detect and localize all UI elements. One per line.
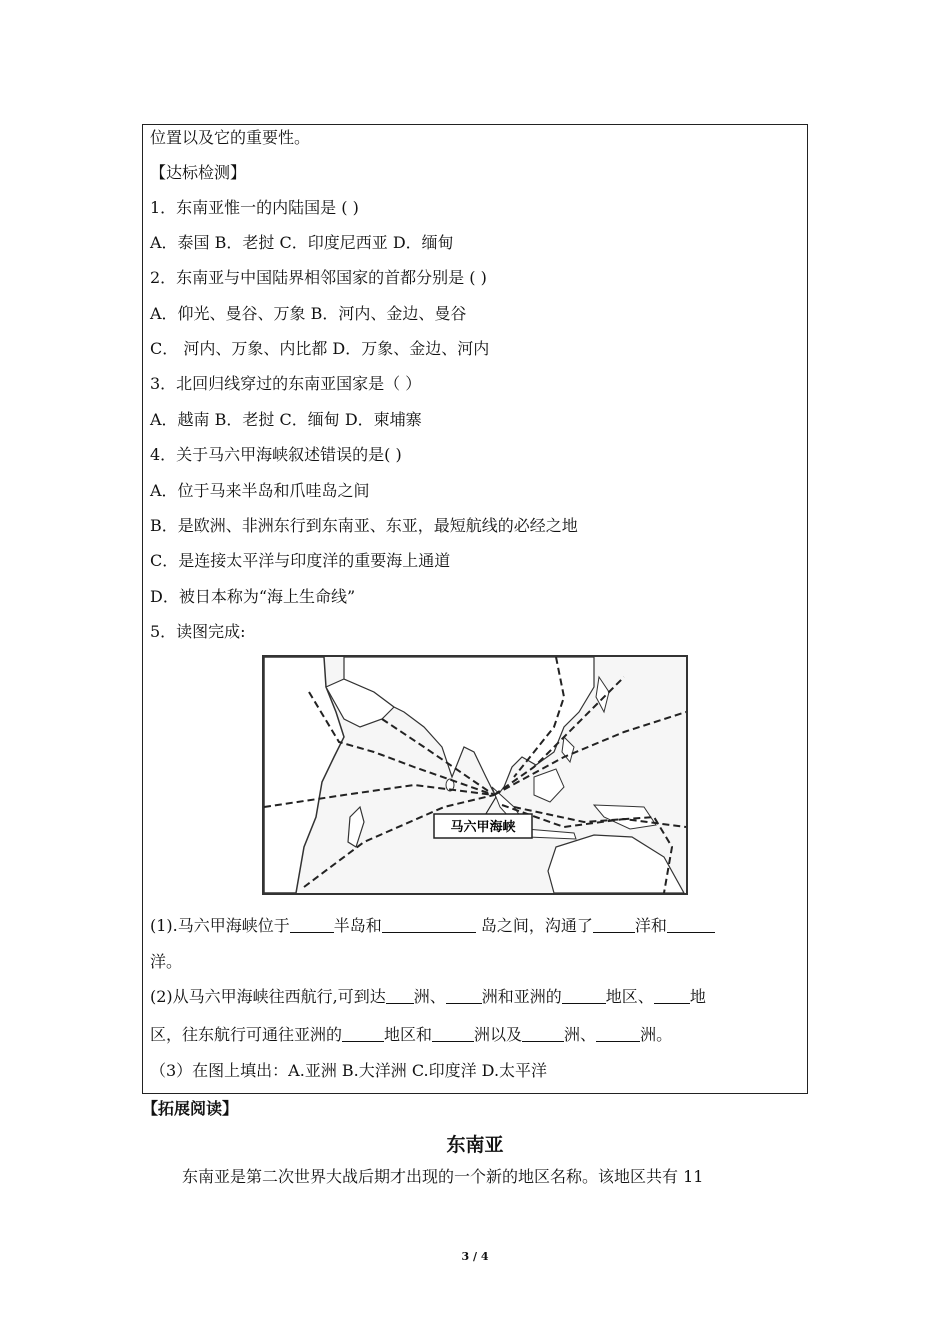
fill-2-part-b: 洲、 — [413, 987, 446, 1006]
fill-2-part-d: 地区、 — [605, 987, 654, 1006]
question-5: 5．读图完成: — [150, 622, 246, 641]
blank[interactable] — [562, 987, 606, 1004]
fill-question-1 — [150, 916, 715, 936]
article-title: 东南亚 — [446, 1134, 504, 1156]
blank[interactable] — [342, 1025, 384, 1042]
blank[interactable] — [654, 987, 690, 1004]
blank[interactable] — [593, 916, 635, 933]
blank[interactable] — [382, 916, 476, 933]
fill-question-2 — [150, 987, 706, 1007]
fill-1-part-a: (1).马六甲海峡位于 — [150, 916, 290, 935]
blank[interactable] — [522, 1025, 564, 1042]
fill-2-part-h: 洲以及 — [474, 1025, 523, 1044]
fill-2-part-g: 地区和 — [384, 1025, 433, 1044]
japan-island — [596, 677, 609, 712]
fill-2-part-a: (2)从马六甲海峡往西航行,可到达 — [150, 987, 386, 1006]
question-3: 3．北回归线穿过的东南亚国家是（ ） — [150, 374, 422, 393]
question-2-options-ab: A．仰光、曼谷、万象 B．河内、金边、曼谷 — [150, 304, 467, 323]
page-number: 3 / 4 — [461, 1250, 489, 1263]
strait-label: 马六甲海峡 — [450, 820, 516, 835]
blank[interactable] — [386, 987, 414, 1004]
fill-question-2-cont — [150, 1025, 672, 1045]
fill-2-part-f: 区，往东航行可通往亚洲的 — [150, 1025, 343, 1044]
blank[interactable] — [446, 987, 482, 1004]
question-1-options: A．泰国 B．老挝 C．印度尼西亚 D．缅甸 — [150, 233, 454, 252]
question-1: 1．东南亚惟一的内陆国是 ( ) — [150, 198, 359, 217]
philippines-island — [562, 737, 574, 762]
fill-2-part-i: 洲、 — [564, 1025, 597, 1044]
extended-reading-heading: 【拓展阅读】 — [142, 1099, 239, 1118]
fill-question-1-end: 洋。 — [150, 952, 183, 971]
blank[interactable] — [596, 1025, 640, 1042]
australia-landmass — [548, 835, 684, 893]
blank[interactable] — [667, 916, 715, 933]
fill-2-part-j: 洲。 — [640, 1025, 673, 1044]
question-4-option-a: A．位于马来半岛和爪哇岛之间 — [150, 481, 370, 500]
question-3-options: A．越南 B．老挝 C．缅甸 D．柬埔寨 — [150, 410, 422, 429]
question-4-option-d: D．被日本称为“海上生命线” — [150, 587, 356, 606]
fill-1-part-c: 岛之间，沟通了 — [475, 916, 593, 935]
borneo-island — [534, 769, 564, 802]
malacca-strait-map — [262, 655, 688, 895]
fill-2-part-c: 洲和亚洲的 — [481, 987, 562, 1006]
fill-1-part-d: 洋和 — [634, 916, 667, 935]
fill-question-3: （3）在图上填出：A.亚洲 B.大洋洲 C.印度洋 D.太平洋 — [150, 1061, 548, 1080]
fill-2-part-e: 地 — [689, 987, 706, 1006]
question-4: 4．关于马六甲海峡叙述错误的是( ) — [150, 445, 402, 464]
question-2: 2．东南亚与中国陆界相邻国家的首都分别是 ( ) — [150, 268, 487, 287]
fill-1-part-b: 半岛和 — [333, 916, 382, 935]
article-paragraph: 东南亚是第二次世界大战后期才出现的一个新的地区名称。该地区共有 11 — [182, 1167, 704, 1186]
route-cape — [304, 795, 494, 887]
java-island — [526, 829, 576, 839]
section-heading: 【达标检测】 — [150, 163, 247, 182]
question-2-options-cd: C． 河内、万象、内比都 D．万象、金边、河内 — [150, 339, 490, 358]
question-4-option-c: C．是连接太平洋与印度洋的重要海上通道 — [150, 551, 451, 570]
blank[interactable] — [432, 1025, 474, 1042]
intro-text: 位置以及它的重要性。 — [150, 128, 311, 147]
question-4-option-b: B．是欧洲、非洲东行到东南亚、东亚，最短航线的必经之地 — [150, 516, 578, 535]
blank[interactable] — [290, 916, 334, 933]
madagascar-island — [348, 807, 364, 847]
